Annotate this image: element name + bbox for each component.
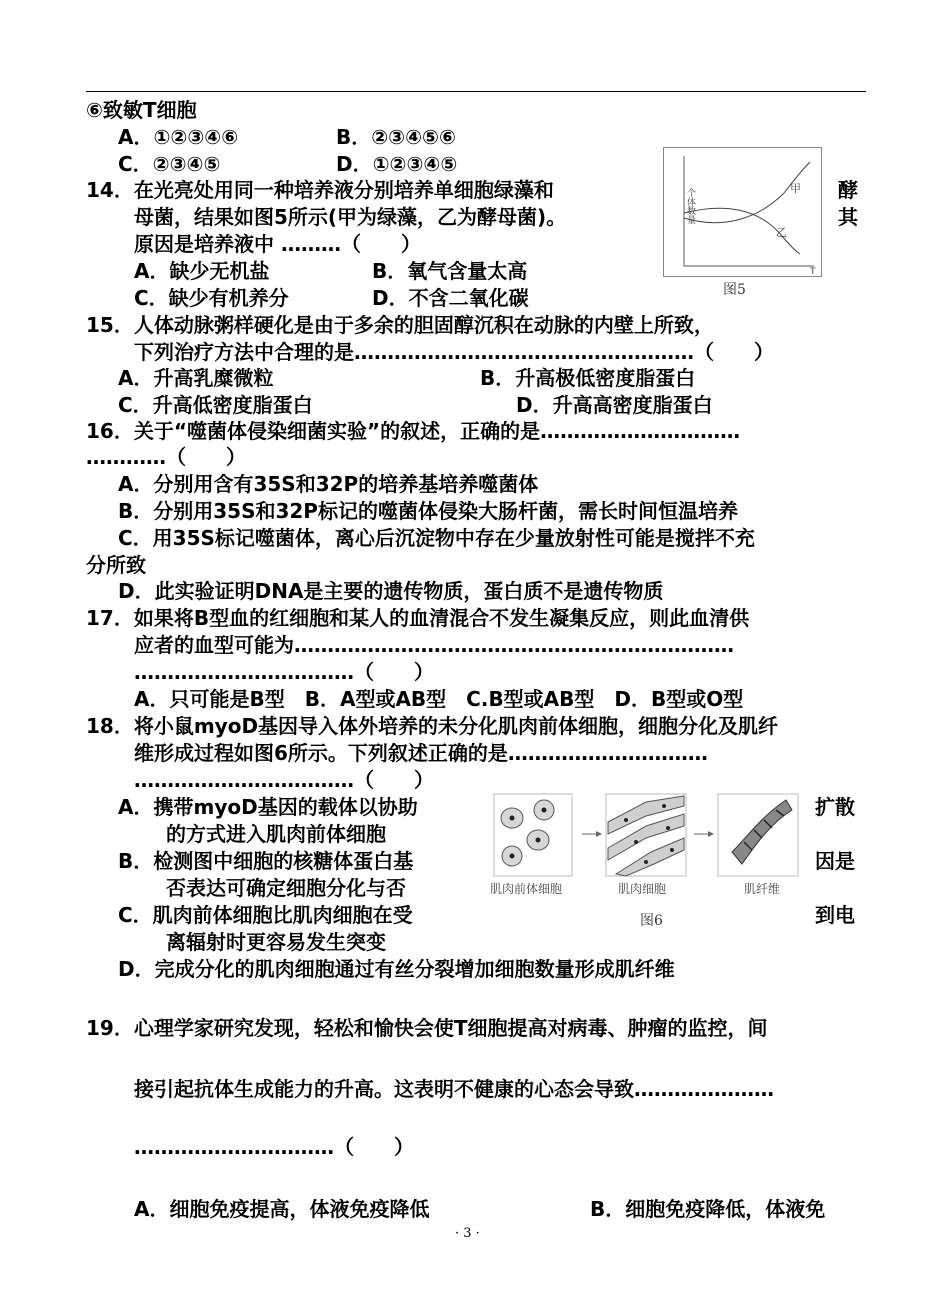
- figure-5-caption: 图5: [723, 282, 746, 298]
- q18-option-c-right: 到电: [815, 903, 855, 927]
- page-number: · 3 ·: [455, 1226, 480, 1241]
- q17-options: A．只可能是B型 B．A型或AB型 C.B型或AB型 D．B型或O型: [134, 687, 744, 711]
- q14-option-a: A．缺少无机盐: [134, 259, 270, 283]
- q19-stem-3: …………………………（ ）: [134, 1135, 414, 1159]
- figure-6-label-2: 肌肉细胞: [618, 882, 667, 896]
- q16-option-c-cont: 分所致: [86, 553, 146, 577]
- q18-option-a: A．携带myoD基因的载体以协助: [118, 795, 418, 819]
- q17-stem-3: ……………………………（ ）: [134, 660, 434, 684]
- q15-option-b: B．升高极低密度脂蛋白: [480, 366, 696, 390]
- q15-option-a: A．升高乳糜微粒: [118, 366, 274, 390]
- q19-stem-1: 19．心理学家研究发现，轻松和愉快会使T细胞提高对病毒、肿瘤的监控，间: [86, 1016, 768, 1040]
- q16-option-d: D．此实验证明DNA是主要的遗传物质，蛋白质不是遗传物质: [118, 579, 664, 603]
- q17-stem-1: 17．如果将B型血的红细胞和某人的血清混合不发生凝集反应，则此血清供: [86, 606, 750, 630]
- q15-stem-2: 下列治疗方法中合理的是……………………………………………（ ）: [134, 340, 774, 364]
- q14-option-c: C．缺少有机养分: [134, 286, 289, 310]
- figure-5: [663, 147, 822, 277]
- header-rule: [86, 91, 866, 92]
- figure-6-label-3: 肌纤维: [744, 882, 781, 896]
- q14-stem-1-right: 酵: [838, 178, 858, 202]
- q15-stem-1: 15．人体动脉粥样硬化是由于多余的胆固醇沉积在动脉的内壁上所致，: [86, 313, 714, 337]
- q15-option-c: C．升高低密度脂蛋白: [118, 393, 313, 417]
- q15-option-d: D．升高高密度脂蛋白: [516, 393, 713, 417]
- q16-option-b: B．分别用35S和32P标记的噬菌体侵染大肠杆菌，需长时间恒温培养: [118, 499, 738, 523]
- q18-option-a-right: 扩散: [815, 795, 855, 819]
- option-a: A．①②③④⑥: [118, 125, 239, 149]
- figure-5-yi: 乙: [776, 226, 787, 239]
- q19-option-b: B．细胞免疫降低，体液免: [590, 1197, 826, 1221]
- figure-6-diagram: [486, 792, 806, 902]
- q19-option-a: A．细胞免疫提高，体液免疫降低: [134, 1197, 430, 1221]
- q14-stem-2-right: 其: [838, 205, 858, 229]
- q19-stem-2: 接引起抗体生成能力的升高。这表明不健康的心态会导致…………………: [134, 1077, 774, 1101]
- q14-stem-3: 原因是培养液中 ………（ ）: [134, 232, 421, 256]
- q16-option-c: C．用35S标记噬菌体，离心后沉淀物中存在少量放射性可能是搅拌不充: [118, 526, 755, 550]
- q16-option-a: A．分别用含有35S和32P的培养基培养噬菌体: [118, 472, 539, 496]
- option-line: ⑥致敏T细胞: [86, 98, 197, 122]
- q18-option-c-cont: 离辐射时更容易发生突变: [166, 930, 386, 954]
- q18-option-c: C．肌肉前体细胞比肌肉细胞在受: [118, 903, 413, 927]
- q18-option-d: D．完成分化的肌肉细胞通过有丝分裂增加细胞数量形成肌纤维: [118, 957, 675, 981]
- q18-stem-2: 维形成过程如图6所示。下列叙述正确的是…………………………: [134, 741, 708, 765]
- q18-option-a-cont: 的方式进入肌肉前体细胞: [166, 822, 386, 846]
- q16-stem-2: …………（ ）: [86, 445, 246, 469]
- figure-5-t: T: [810, 267, 816, 276]
- figure-6-caption: 图6: [640, 913, 663, 929]
- q17-stem-2: 应者的血型可能为…………………………………………………………: [134, 633, 734, 657]
- option-b: B．②③④⑤⑥: [336, 125, 456, 149]
- figure-6-label-1: 肌肉前体细胞: [490, 882, 563, 896]
- q18-option-b: B．检测图中细胞的核糖体蛋白基: [118, 849, 414, 873]
- figure-5-jia: 甲: [790, 182, 801, 195]
- q16-stem-1: 16．关于“噬菌体侵染细菌实验”的叙述，正确的是…………………………: [86, 419, 741, 443]
- q18-option-b-right: 因是: [815, 849, 855, 873]
- q18-stem-3: ……………………………（ ）: [134, 768, 434, 792]
- figure-5-graph: [664, 148, 821, 276]
- q18-option-b-cont: 否表达可确定细胞分化与否: [166, 876, 406, 900]
- option-d: D．①②③④⑤: [336, 152, 458, 176]
- q18-stem-1: 18．将小鼠myoD基因导入体外培养的未分化肌肉前体细胞，细胞分化及肌纤: [86, 714, 779, 738]
- option-c: C．②③④⑤: [118, 152, 221, 176]
- q14-option-d: D．不含二氧化碳: [372, 286, 529, 310]
- figure-5-ylabel: 个体数量: [685, 188, 695, 224]
- q14-stem-2: 母菌，结果如图5所示(甲为绿藻，乙为酵母菌)。: [134, 205, 567, 229]
- q14-option-b: B．氧气含量太高: [372, 259, 528, 283]
- figure-6: [486, 792, 806, 902]
- q14-stem-1: 14．在光亮处用同一种培养液分别培养单细胞绿藻和: [86, 178, 554, 202]
